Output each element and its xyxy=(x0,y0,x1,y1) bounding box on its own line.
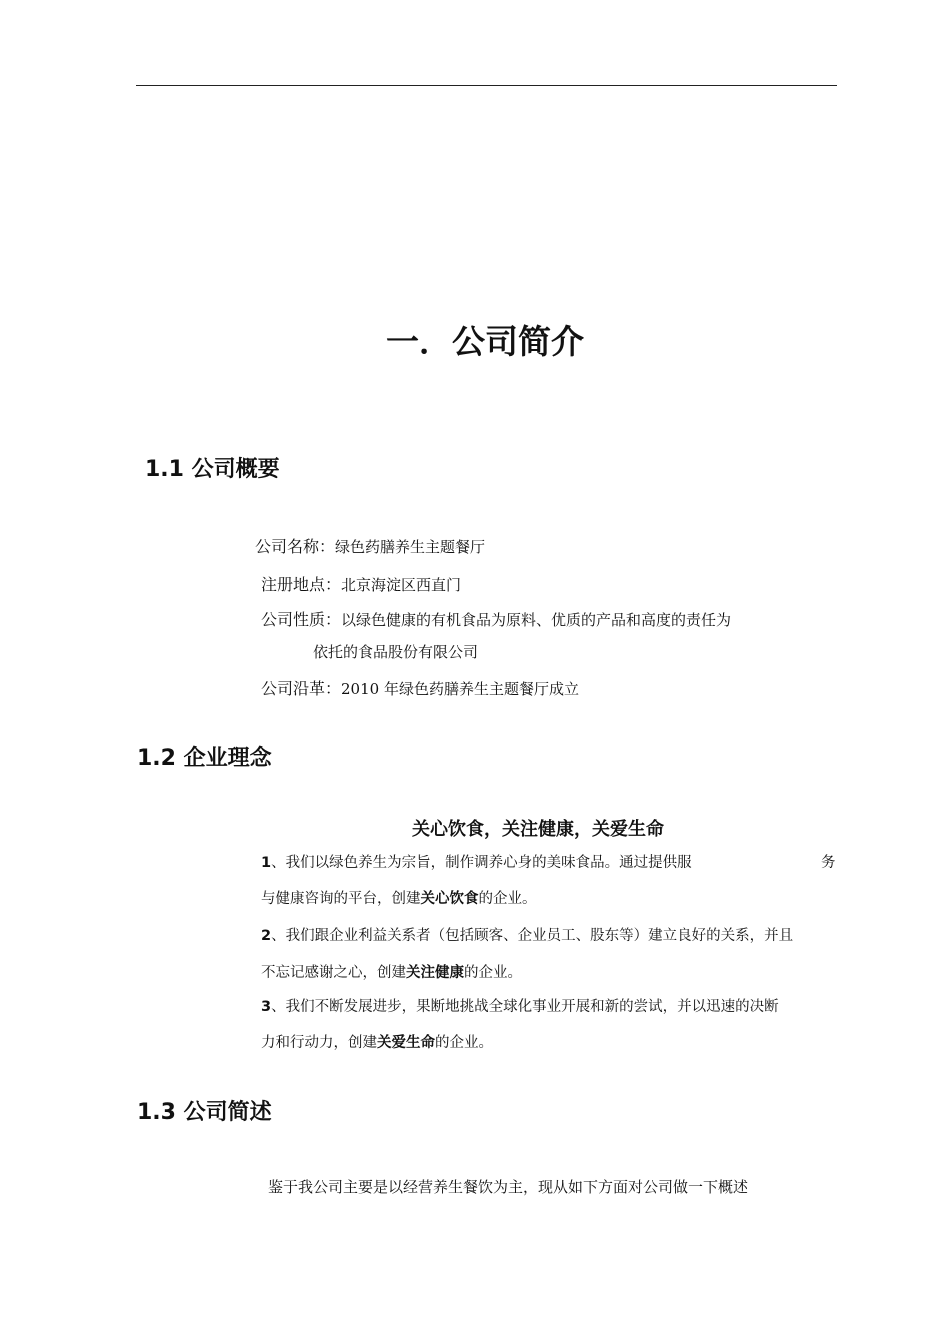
header-rule xyxy=(136,85,837,86)
info-label: 公司沿革： xyxy=(261,679,342,698)
info-value: 2010 年绿色药膳养生主题餐厅成立 xyxy=(341,680,579,698)
info-value: 以绿色健康的有机食品为原料、优质的产品和高度的责任为 xyxy=(341,611,732,629)
item-number: 1 xyxy=(261,855,272,871)
info-label: 注册地点： xyxy=(261,575,342,594)
info-label: 公司名称： xyxy=(255,537,336,556)
emphasis: 关注健康 xyxy=(406,965,464,981)
item-number: 2 xyxy=(261,928,272,944)
page-title: 一．公司简介 xyxy=(386,322,584,361)
philosophy-item-2-line-2: 不忘记感谢之心，创建关注健康的企业。 xyxy=(261,965,522,981)
info-row-nature xyxy=(261,607,731,630)
philosophy-item-3-line-2: 力和行动力，创建关爱生命的企业。 xyxy=(261,1035,493,1051)
emphasis: 关心饮食 xyxy=(420,891,479,907)
section-heading-1-2: 1.2 企业理念 xyxy=(137,746,272,771)
info-value: 绿色药膳养生主题餐厅 xyxy=(335,538,486,556)
section-heading-1-3: 1.3 公司简述 xyxy=(137,1100,272,1125)
philosophy-item-1-tail: 务 xyxy=(821,855,836,871)
info-row-history xyxy=(261,676,579,699)
motto: 关心饮食，关注健康，关爱生命 xyxy=(412,819,664,840)
info-row-address xyxy=(261,572,461,595)
philosophy-item-1-line-1: 1、我们以绿色养生为宗旨，制作调养心身的美味食品。通过提供服 xyxy=(261,855,692,871)
info-value: 依托的食品股份有限公司 xyxy=(313,643,479,661)
info-row-name xyxy=(255,534,485,557)
info-row-nature-cont xyxy=(313,641,478,662)
section-heading-1-1: 1.1 公司概要 xyxy=(145,457,280,482)
item-number: 3 xyxy=(261,999,272,1015)
philosophy-item-1-line-2: 与健康咨询的平台，创建关心饮食的企业。 xyxy=(261,891,537,907)
info-value: 北京海淀区西直门 xyxy=(341,576,462,594)
overview-text: 鉴于我公司主要是以经营养生餐饮为主，现从如下方面对公司做一下概述 xyxy=(268,1178,749,1196)
philosophy-item-3-line-1: 3、我们不断发展进步，果断地挑战全球化事业开展和新的尝试，并以迅速的决断 xyxy=(261,999,779,1015)
emphasis: 关爱生命 xyxy=(377,1035,435,1051)
philosophy-item-2-line-1: 2、我们跟企业利益关系者（包括顾客、企业员工、股东等）建立良好的关系，并且 xyxy=(261,928,794,944)
info-label: 公司性质： xyxy=(261,610,342,629)
